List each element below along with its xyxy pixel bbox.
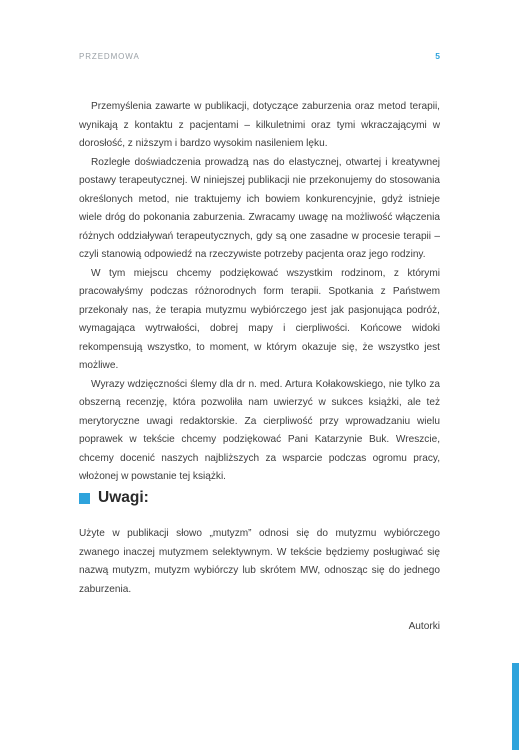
paragraph-3: W tym miejscu chcemy podziękować wszystkim rodzinom, z którymi pracowałyśmy podczas różnorodnych form terapii. Spotkania z Państwem przekonały nas, że terapia mutyzmu wybiórczego jest jak pasjonująca podróż, wymagająca wytrwałości, dobrej mapy i cierpliwości. Końcowe widoki rekompensują wszystko, to moment, w którym okazuje się, że wszystko jest możliwe. xyxy=(79,267,440,371)
paragraph-4: Wyrazy wdzięczności ślemy dla dr n. med. Artura Kołakowskiego, nie tylko za obszerną recenzję, która pozwoliła nam uwierzyć w sukces książki, ale też merytoryczne uwagi redaktorskie. Za cierpliwość przy wprowadzaniu wielu poprawek w tekście chcemy podziękować Pani Katarzynie Buk. Wreszcie, chcemy docenić naszych najbliższych za wsparcie podczas ogromu pracy, włożonej w powstanie tej książki. xyxy=(79,378,440,482)
notes-title: Uwagi: xyxy=(98,489,149,506)
section-title: PRZEDMOWA xyxy=(79,51,140,61)
notes-heading xyxy=(79,489,149,507)
edge-tab-marker xyxy=(512,663,519,750)
notes-body xyxy=(79,525,440,599)
notes-paragraph: Użyte w publikacji słowo „mutyzm” odnosi się do mutyzmu wybiórczego zwanego inaczej mutyzmem selektywnym. W tekście będziemy posługiwać się nazwą mutyzm, mutyzm wybiórczy lub skrótem MW, odnosząc się do jednego zaburzenia. xyxy=(79,528,440,595)
page-number: 5 xyxy=(435,51,440,61)
paragraph-2: Rozległe doświadczenia prowadzą nas do elastycznej, otwartej i kreatywnej postawy terapeutycznej. W niniejszej publikacji nie przekonujemy do stosowania określonych metod, nie traktujemy ich bowiem konkurencyjnie, gdyż istnieje wiele dróg do pokonania zaburzenia. Zwracamy uwagę na możliwość włączenia różnych oddziaływań terapeutycznych, gdy są one zasadne w procesie terapii – czyli stanowią odpowiedź na rzeczywiste potrzeby pacjenta oraz jego rodziny. xyxy=(79,156,440,260)
running-head xyxy=(79,49,440,63)
square-bullet-icon xyxy=(79,493,90,504)
preface-body xyxy=(79,98,440,487)
signature: Autorki xyxy=(408,621,440,632)
paragraph-1: Przemyślenia zawarte w publikacji, dotyczące zaburzenia oraz metod terapii, wynikają z kontaktu z pacjentami – kilkuletnimi oraz tymi wkraczającymi w dorosłość, z niższym i bardzo wysokim nasileniem lęku. xyxy=(79,101,440,149)
